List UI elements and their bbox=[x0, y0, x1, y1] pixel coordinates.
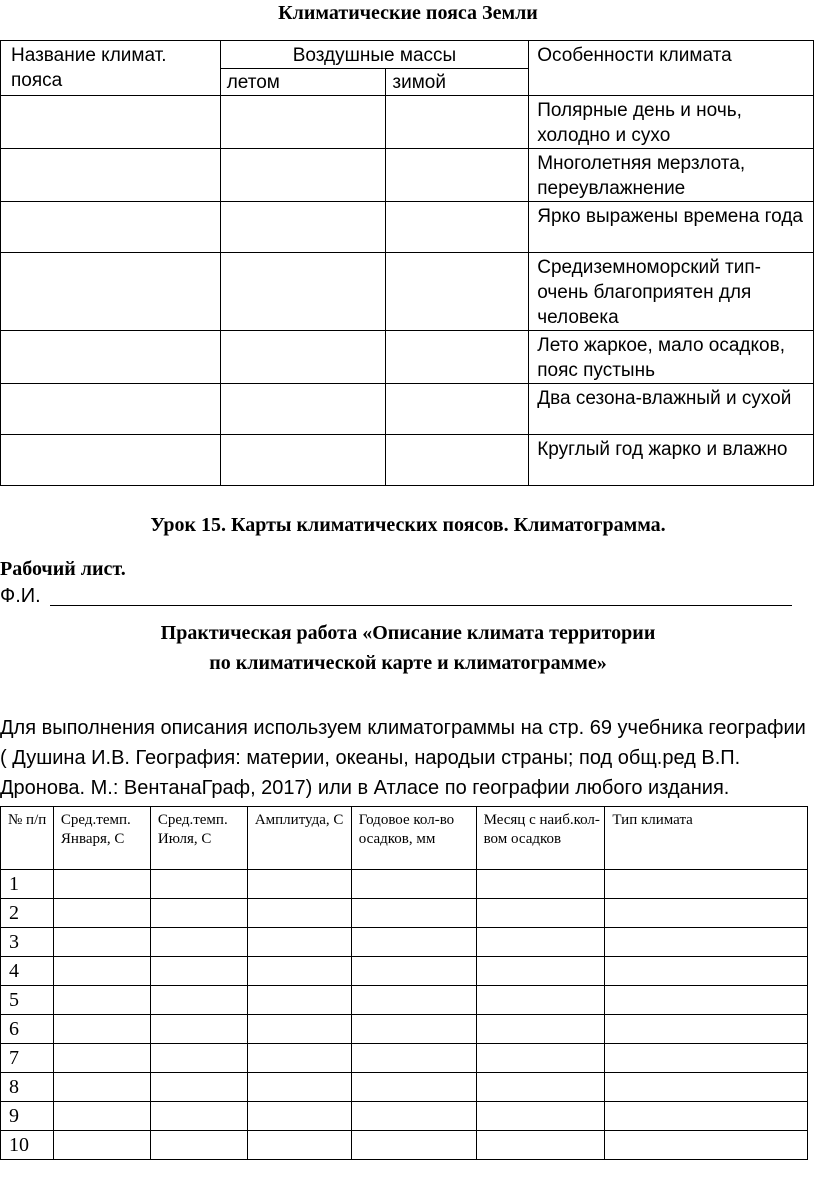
max-precip-month-cell[interactable] bbox=[476, 870, 605, 899]
header-climate-type: Тип климата bbox=[605, 807, 808, 870]
jul-temp-cell[interactable] bbox=[150, 1073, 247, 1102]
practical-title-line2: по климатической карте и климатограмме» bbox=[209, 652, 607, 674]
winter-cell[interactable] bbox=[386, 253, 529, 331]
belt-name-cell[interactable] bbox=[1, 149, 221, 202]
jul-temp-cell[interactable] bbox=[150, 1015, 247, 1044]
jan-temp-cell[interactable] bbox=[53, 928, 150, 957]
feature-cell: Круглый год жарко и влажно bbox=[529, 435, 814, 486]
amplitude-cell[interactable] bbox=[247, 870, 351, 899]
table-row bbox=[1, 1073, 808, 1102]
annual-precip-cell[interactable] bbox=[351, 870, 476, 899]
fio-input-line[interactable] bbox=[50, 605, 792, 606]
table-row bbox=[1, 435, 814, 486]
jul-temp-cell[interactable] bbox=[150, 870, 247, 899]
feature-cell: Два сезона-влажный и сухой bbox=[529, 384, 814, 435]
amplitude-cell[interactable] bbox=[247, 899, 351, 928]
max-precip-month-cell[interactable] bbox=[476, 928, 605, 957]
belt-name-cell[interactable] bbox=[1, 96, 221, 149]
summer-cell[interactable] bbox=[220, 331, 386, 384]
feature-cell: Ярко выражены времена года bbox=[529, 202, 814, 253]
jul-temp-cell[interactable] bbox=[150, 1044, 247, 1073]
row-number: 4 bbox=[1, 957, 54, 986]
climate-type-cell[interactable] bbox=[605, 928, 808, 957]
header-jul-temp: Сред.темп. Июля, С bbox=[150, 807, 247, 870]
climate-belts-table bbox=[0, 40, 814, 486]
belt-name-cell[interactable] bbox=[1, 253, 221, 331]
amplitude-cell[interactable] bbox=[247, 1102, 351, 1131]
belt-name-cell[interactable] bbox=[1, 202, 221, 253]
header-number: № п/п bbox=[1, 807, 54, 870]
winter-cell[interactable] bbox=[386, 202, 529, 253]
jan-temp-cell[interactable] bbox=[53, 986, 150, 1015]
max-precip-month-cell[interactable] bbox=[476, 957, 605, 986]
climate-type-cell[interactable] bbox=[605, 899, 808, 928]
annual-precip-cell[interactable] bbox=[351, 1102, 476, 1131]
annual-precip-cell[interactable] bbox=[351, 928, 476, 957]
table-row bbox=[1, 96, 814, 149]
jul-temp-cell[interactable] bbox=[150, 1131, 247, 1160]
row-number: 10 bbox=[1, 1131, 54, 1160]
feature-cell: Многолетняя мерзлота, переувлажнение bbox=[529, 149, 814, 202]
jul-temp-cell[interactable] bbox=[150, 957, 247, 986]
worksheet-label: Рабочий лист. bbox=[0, 558, 126, 580]
max-precip-month-cell[interactable] bbox=[476, 1073, 605, 1102]
climate-type-cell[interactable] bbox=[605, 957, 808, 986]
winter-cell[interactable] bbox=[386, 96, 529, 149]
header-features: Особенности климата bbox=[529, 41, 814, 96]
jul-temp-cell[interactable] bbox=[150, 928, 247, 957]
max-precip-month-cell[interactable] bbox=[476, 899, 605, 928]
climate-type-cell[interactable] bbox=[605, 870, 808, 899]
header-belt-name: Название климат. пояса bbox=[1, 41, 221, 96]
table-row bbox=[1, 870, 808, 899]
row-number: 5 bbox=[1, 986, 54, 1015]
row-number: 6 bbox=[1, 1015, 54, 1044]
climate-type-cell[interactable] bbox=[605, 1131, 808, 1160]
climate-type-cell[interactable] bbox=[605, 1044, 808, 1073]
winter-cell[interactable] bbox=[386, 384, 529, 435]
table-row bbox=[1, 331, 814, 384]
climate-type-cell[interactable] bbox=[605, 1015, 808, 1044]
table-row bbox=[1, 149, 814, 202]
amplitude-cell[interactable] bbox=[247, 928, 351, 957]
jul-temp-cell[interactable] bbox=[150, 986, 247, 1015]
header-annual-precip: Годовое кол-во осадков, мм bbox=[351, 807, 476, 870]
max-precip-month-cell[interactable] bbox=[476, 1102, 605, 1131]
climate-description-table bbox=[0, 806, 808, 1160]
summer-cell[interactable] bbox=[220, 435, 386, 486]
practical-title-line1: Практическая работа «Описание климата территории bbox=[160, 622, 656, 644]
row-number: 2 bbox=[1, 899, 54, 928]
table-row bbox=[1, 253, 814, 331]
jan-temp-cell[interactable] bbox=[53, 1131, 150, 1160]
amplitude-cell[interactable] bbox=[247, 1131, 351, 1160]
row-number: 7 bbox=[1, 1044, 54, 1073]
feature-cell: Средиземноморский тип- очень благоприятен для человека bbox=[529, 253, 814, 331]
jan-temp-cell[interactable] bbox=[53, 957, 150, 986]
annual-precip-cell[interactable] bbox=[351, 899, 476, 928]
table-row bbox=[1, 928, 808, 957]
jul-temp-cell[interactable] bbox=[150, 1102, 247, 1131]
climate-type-cell[interactable] bbox=[605, 986, 808, 1015]
row-number: 9 bbox=[1, 1102, 54, 1131]
amplitude-cell[interactable] bbox=[247, 1073, 351, 1102]
header-amplitude: Амплитуда, С bbox=[247, 807, 351, 870]
table-row bbox=[1, 1044, 808, 1073]
feature-cell: Лето жаркое, мало осадков, пояс пустынь bbox=[529, 331, 814, 384]
header-summer: летом bbox=[220, 69, 386, 96]
row-number: 8 bbox=[1, 1073, 54, 1102]
description: Для выполнения описания используем климатограммы на стр. 69 учебника географии ( Душина И.В. География: материи, океаны, народыи страны; под общ.ред В.П. Дронова. М.: ВентанаГраф, 2017) или в Атласе по географии любого издания. bbox=[0, 717, 806, 799]
annual-precip-cell[interactable] bbox=[351, 986, 476, 1015]
climate-type-cell[interactable] bbox=[605, 1073, 808, 1102]
belt-name-cell[interactable] bbox=[1, 331, 221, 384]
table-row bbox=[1, 384, 814, 435]
winter-cell[interactable] bbox=[386, 331, 529, 384]
annual-precip-cell[interactable] bbox=[351, 1044, 476, 1073]
table-row bbox=[1, 899, 808, 928]
table-row bbox=[1, 1102, 808, 1131]
max-precip-month-cell[interactable] bbox=[476, 1015, 605, 1044]
max-precip-month-cell[interactable] bbox=[476, 986, 605, 1015]
row-number: 3 bbox=[1, 928, 54, 957]
table-row bbox=[1, 1131, 808, 1160]
table-header-row bbox=[1, 807, 808, 870]
max-precip-month-cell[interactable] bbox=[476, 1044, 605, 1073]
header-jan-temp: Сред.темп. Января, С bbox=[53, 807, 150, 870]
table-row bbox=[1, 1015, 808, 1044]
jan-temp-cell[interactable] bbox=[53, 1102, 150, 1131]
amplitude-cell[interactable] bbox=[247, 957, 351, 986]
jan-temp-cell[interactable] bbox=[53, 1073, 150, 1102]
winter-cell[interactable] bbox=[386, 149, 529, 202]
belt-name-cell[interactable] bbox=[1, 384, 221, 435]
jul-temp-cell[interactable] bbox=[150, 899, 247, 928]
amplitude-cell[interactable] bbox=[247, 986, 351, 1015]
annual-precip-cell[interactable] bbox=[351, 1073, 476, 1102]
winter-cell[interactable] bbox=[386, 435, 529, 486]
climate-type-cell[interactable] bbox=[605, 1102, 808, 1131]
summer-cell[interactable] bbox=[220, 384, 386, 435]
jan-temp-cell[interactable] bbox=[53, 870, 150, 899]
amplitude-cell[interactable] bbox=[247, 1044, 351, 1073]
table-row bbox=[1, 202, 814, 253]
annual-precip-cell[interactable] bbox=[351, 1131, 476, 1160]
feature-cell: Полярные день и ночь, холодно и сухо bbox=[529, 96, 814, 149]
annual-precip-cell[interactable] bbox=[351, 1015, 476, 1044]
table-row bbox=[1, 957, 808, 986]
summer-cell[interactable] bbox=[220, 149, 386, 202]
row-number: 1 bbox=[1, 870, 54, 899]
header-air-masses: Воздушные массы bbox=[220, 41, 529, 69]
jan-temp-cell[interactable] bbox=[53, 1015, 150, 1044]
header-winter: зимой bbox=[386, 69, 529, 96]
summer-cell[interactable] bbox=[220, 202, 386, 253]
fio-label: Ф.И. bbox=[0, 585, 41, 607]
table-row bbox=[1, 986, 808, 1015]
amplitude-cell[interactable] bbox=[247, 1015, 351, 1044]
summer-cell[interactable] bbox=[220, 96, 386, 149]
header-max-precip-month: Месяц с наиб.кол-вом осадков bbox=[476, 807, 605, 870]
jan-temp-cell[interactable] bbox=[53, 1044, 150, 1073]
lesson-title: Урок 15. Карты климатических поясов. Климатограмма. bbox=[150, 514, 666, 536]
summer-cell[interactable] bbox=[220, 253, 386, 331]
belt-name-cell[interactable] bbox=[1, 435, 221, 486]
page-title: Климатические пояса Земли bbox=[278, 2, 538, 24]
jan-temp-cell[interactable] bbox=[53, 899, 150, 928]
annual-precip-cell[interactable] bbox=[351, 957, 476, 986]
max-precip-month-cell[interactable] bbox=[476, 1131, 605, 1160]
